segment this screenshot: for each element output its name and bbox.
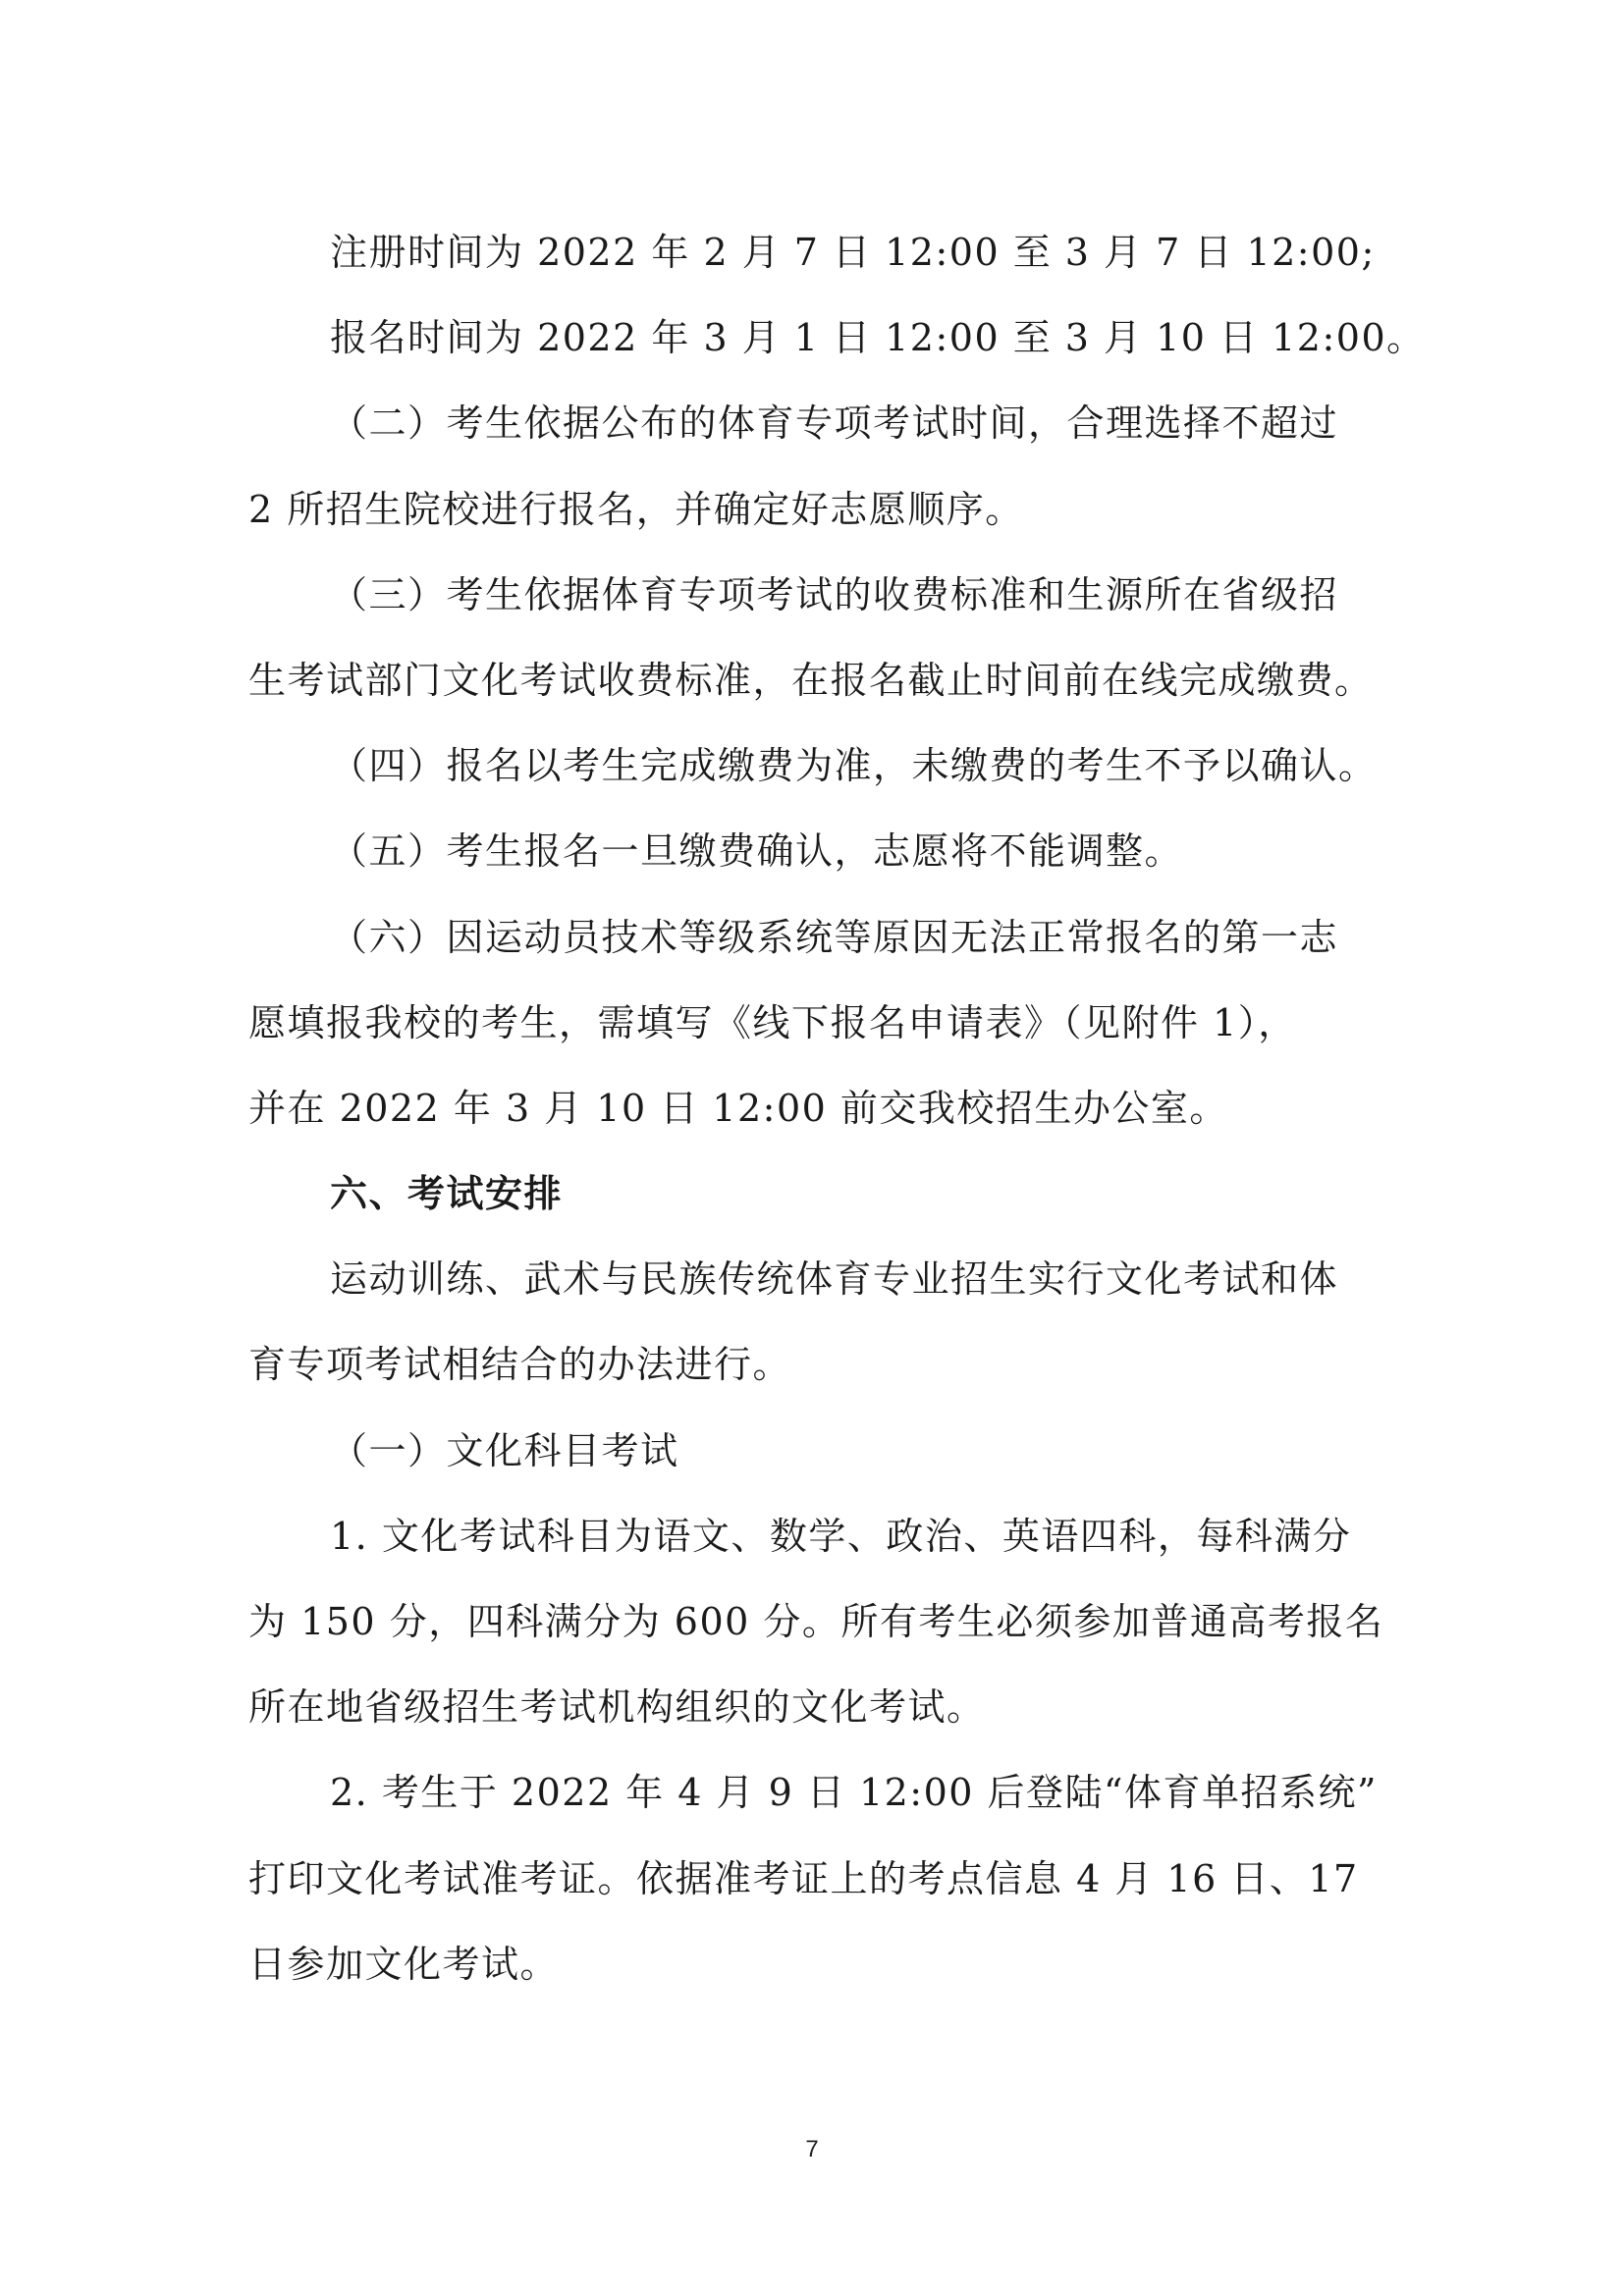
paragraph-line: 所在地省级招生考试机构组织的文化考试。 — [248, 1685, 986, 1730]
paragraph-line: 运动训练、武术与民族传统体育专业招生实行文化考试和体 — [330, 1257, 1339, 1302]
paragraph-line: 愿填报我校的考生，需填写《线下报名申请表》（见附件 1）， — [248, 1000, 1297, 1044]
paragraph-line: 注册时间为 2022 年 2 月 7 日 12:00 至 3 月 7 日 12:00; — [330, 231, 1376, 274]
paragraph-line: 育专项考试相结合的办法进行。 — [248, 1343, 792, 1387]
subsection-heading: （一）文化科目考试 — [330, 1428, 679, 1472]
paragraph-line: （三）考生依据体育专项考试的收费标准和生源所在省级招 — [330, 572, 1339, 616]
paragraph-line: 打印文化考试准考证。依据准考证上的考点信息 4 月 16 日、17 — [248, 1856, 1359, 1900]
paragraph-line: 2 所招生院校进行报名，并确定好志愿顺序。 — [248, 487, 1024, 531]
paragraph-line: 1. 文化考试科目为语文、数学、政治、英语四科，每科满分 — [330, 1514, 1352, 1558]
paragraph-line: 日参加文化考试。 — [248, 1942, 560, 1986]
page-number: 7 — [805, 2136, 819, 2163]
paragraph-line: （六）因运动员技术等级系统等原因无法正常报名的第一志 — [330, 915, 1339, 959]
paragraph-line: （四）报名以考生完成缴费为准，未缴费的考生不予以确认。 — [330, 744, 1378, 788]
paragraph-line: 并在 2022 年 3 月 10 日 12:00 前交我校招生办公室。 — [248, 1086, 1228, 1130]
document-body — [248, 210, 1426, 2007]
paragraph-line: 生考试部门文化考试收费标准，在报名截止时间前在线完成缴费。 — [248, 658, 1374, 702]
paragraph-line: （五）考生报名一旦缴费确认，志愿将不能调整。 — [330, 829, 1184, 874]
paragraph-line: （二）考生依据公布的体育专项考试时间，合理选择不超过 — [330, 401, 1339, 446]
section-heading: 六、考试安排 — [330, 1172, 564, 1216]
paragraph-line: 为 150 分，四科满分为 600 分。所有考生必须参加普通高考报名 — [248, 1600, 1384, 1643]
paragraph-line: 2. 考生于 2022 年 4 月 9 日 12:00 后登陆“体育单招系统” — [330, 1771, 1378, 1815]
paragraph-line: 报名时间为 2022 年 3 月 1 日 12:00 至 3 月 10 日 12:00。 — [330, 316, 1426, 360]
